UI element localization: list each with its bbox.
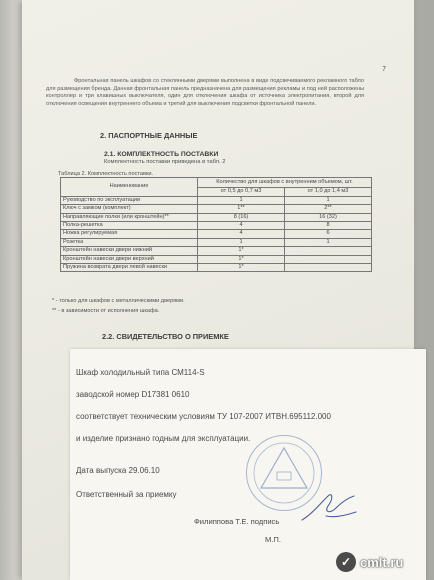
intro-paragraph	[46, 78, 364, 108]
cert-model-line: Шкаф холодильный типа СМ114-S	[76, 368, 205, 377]
cert-approval-line: и изделие признано годным для эксплуатации.	[76, 434, 251, 443]
table-row	[61, 213, 372, 221]
section-acceptance-heading: 2.2. СВИДЕТЕЛЬСТВО О ПРИЕМКЕ	[102, 332, 229, 341]
seal-placeholder: М.П.	[265, 535, 282, 544]
section-passport-heading: 2. ПАСПОРТНЫЕ ДАННЫЕ	[100, 131, 198, 140]
cert-standard-line: соответствует техническим условиям ТУ 107-2007 ИТВН.695112.000	[76, 412, 331, 421]
qty-large: 16 (32)	[285, 213, 372, 221]
table-row	[61, 264, 372, 272]
watermark-logo-icon: ✓	[336, 552, 356, 572]
table-row	[61, 196, 372, 204]
qty-large: 6	[285, 230, 372, 238]
table-row	[61, 255, 372, 263]
qty-small: 1*	[198, 247, 285, 255]
footnote-version: ** - в зависимости от исполнения шкафа.	[52, 308, 160, 314]
qty-small: 1**	[198, 205, 285, 213]
signature-icon	[298, 486, 360, 530]
table-subheader-col1: от 0,5 до 0,7 м3	[198, 188, 285, 196]
footnote-metal-doors: * - только для шкафов с металлическими дверями.	[52, 298, 185, 304]
qty-large	[285, 247, 372, 255]
qty-small: 4	[198, 230, 285, 238]
underlying-page-edge	[0, 0, 22, 580]
signer-name: Филиппова Т.Е. подпись	[194, 517, 280, 526]
complect-table	[60, 177, 372, 272]
table-caption: Таблица 2. Комплектность поставки.	[58, 171, 154, 177]
cert-serial-line: заводской номер D17381 0610	[76, 390, 190, 399]
site-watermark	[336, 551, 432, 573]
complect-note: Комплектность поставки приведена в табл. 2	[104, 159, 226, 165]
table-row	[61, 230, 372, 238]
table-row	[61, 222, 372, 230]
qty-small: 4	[198, 222, 285, 230]
qty-large	[285, 255, 372, 263]
table-header-name: Наименование	[61, 178, 198, 197]
qty-small: 1	[198, 238, 285, 246]
qty-large	[285, 264, 372, 272]
cert-date-line: Дата выпуска 29.06.10	[76, 466, 160, 475]
qty-small: 1	[198, 196, 285, 204]
table-row	[61, 247, 372, 255]
intro-text: Фронтальная панель шкафов со стеклянными дверями выполнена в виде подсвечиваемого рекламного табло для размещения бренда. Данная фронтальная панель предназначена для размещения рекламы и под ней расположены контроллер и три клавишных выключателя, один для отключения шкафа от источника электропитания, второй для отключения освещения внутреннего объема и третий для выключения подсветки фронтальной панели.	[46, 78, 364, 107]
table-header-qty: Количество для шкафов с внутренним объемом, шт.	[198, 178, 372, 188]
qty-large: 1	[285, 196, 372, 204]
item-name: Полка-решетка	[61, 222, 198, 230]
cert-responsible-line: Ответственный за приемку	[76, 490, 177, 499]
qty-large: 2**	[285, 205, 372, 213]
qty-small: 1*	[198, 264, 285, 272]
section-complect-heading: 2.1. КОМПЛЕКТНОСТЬ ПОСТАВКИ	[104, 151, 219, 158]
qty-large: 1	[285, 238, 372, 246]
item-name: Кронштейн навески двери верхний	[61, 255, 198, 263]
table-subheader-col2: от 1,0 до 1,4 м3	[285, 188, 372, 196]
item-name: Ключ с замком (комплект)	[61, 205, 198, 213]
table-row	[61, 205, 372, 213]
item-name: Ножка регулируемая	[61, 230, 198, 238]
item-name: Розетка	[61, 238, 198, 246]
item-name: Направляющие полки (или кронштейн)**	[61, 213, 198, 221]
qty-small: 8 (16)	[198, 213, 285, 221]
footnotes	[52, 296, 185, 316]
watermark-text: cmlt.ru	[360, 554, 404, 570]
qty-small: 1*	[198, 255, 285, 263]
table-row	[61, 238, 372, 246]
qty-large: 8	[285, 222, 372, 230]
item-name: Руководство по эксплуатации	[61, 196, 198, 204]
page-number: 7	[382, 66, 386, 73]
item-name: Кронштейн навески двери нижний	[61, 247, 198, 255]
item-name: Пружина возврата двери левой навески	[61, 264, 198, 272]
